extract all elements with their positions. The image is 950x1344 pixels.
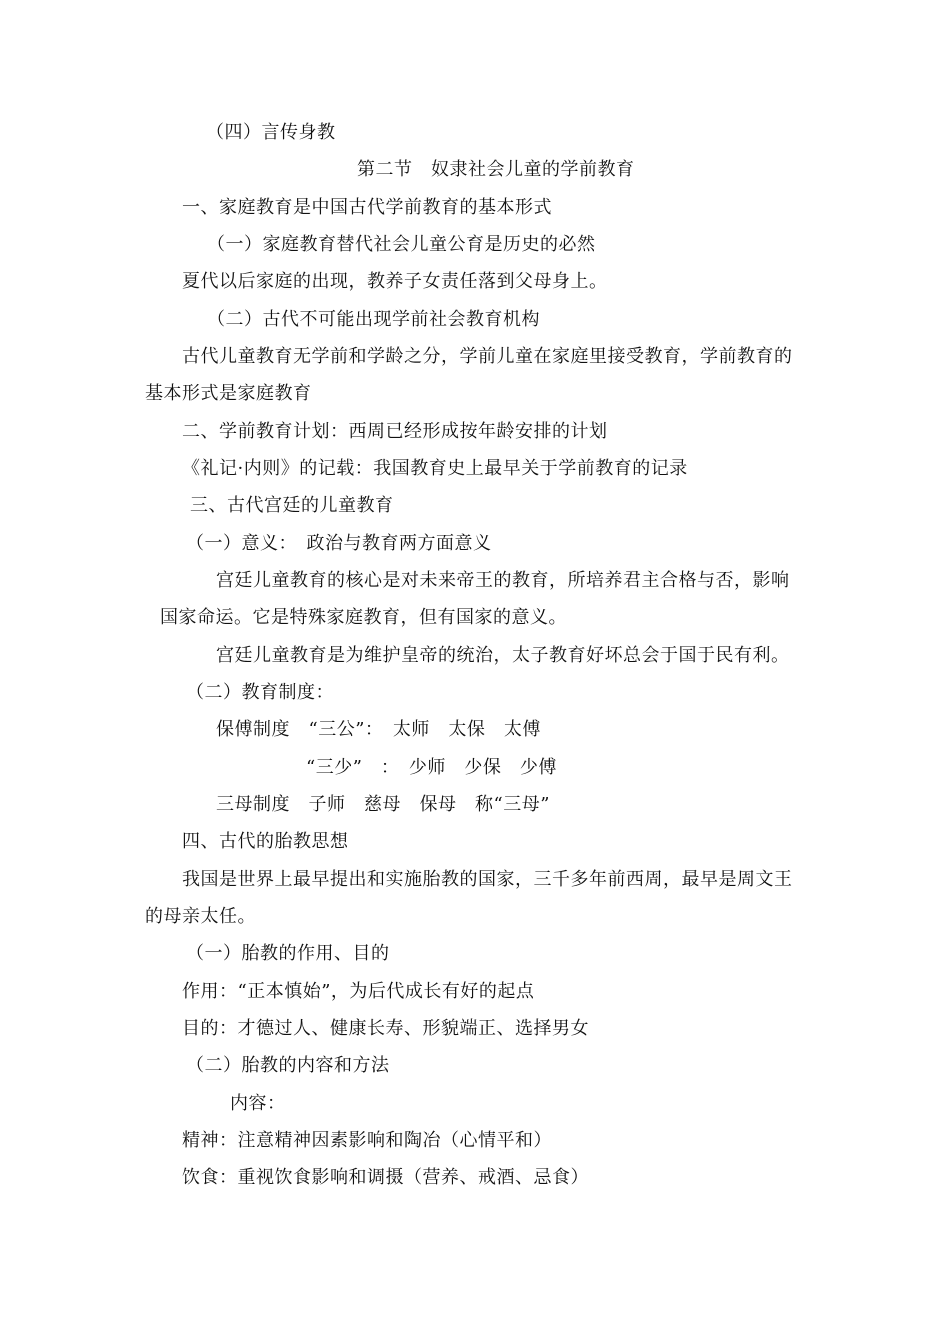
- paragraph-prenatal-1: 我国是世界上最早提出和实施胎教的国家，三千多年前西周，最早是周文王: [182, 869, 793, 890]
- paragraph-spirit: 精神：注意精神因素影响和陶冶（心情平和）: [182, 1130, 552, 1151]
- paragraph-palace-core-2: 国家命运。它是特殊家庭教育，但有国家的意义。: [160, 607, 567, 628]
- paragraph-ancient-education-1: 古代儿童教育无学前和学龄之分，学前儿童在家庭里接受教育，学前教育的: [182, 346, 793, 367]
- paragraph-xia-dynasty: 夏代以后家庭的出现，教养子女责任落到父母身上。: [182, 271, 608, 292]
- paragraph-liji-record: 《礼记·内则》的记载：我国教育史上最早关于学前教育的记录: [182, 458, 688, 479]
- heading-2-preschool-plan: 二、学前教育计划：西周已经形成按年龄安排的计划: [182, 421, 608, 442]
- paragraph-ancient-education-2: 基本形式是家庭教育: [145, 383, 312, 404]
- paragraph-prenatal-2: 的母亲太任。: [145, 906, 256, 927]
- paragraph-diet: 饮食：重视饮食影响和调摄（营养、戒酒、忌食）: [182, 1167, 589, 1188]
- chapter-section-title: 第二节 奴隶社会儿童的学前教育: [357, 159, 635, 180]
- heading-3-palace-education: 三、古代宫廷的儿童教育: [190, 495, 394, 516]
- list-san-mu: 三母制度 子师 慈母 保母 称“三母”: [216, 794, 550, 815]
- paragraph-palace-purpose: 宫廷儿童教育是为维护皇帝的统治，太子教育好坏总会于国于民有利。: [216, 645, 790, 666]
- section-heading-4: （四）言传身教: [206, 122, 336, 143]
- list-san-shao: “三少” ： 少师 少保 少傅: [306, 757, 557, 778]
- label-content: 内容：: [230, 1093, 286, 1114]
- subheading-1-1: （一）家庭教育替代社会儿童公育是历史的必然: [207, 234, 596, 255]
- paragraph-purpose: 目的：才德过人、健康长寿、形貌端正、选择男女: [182, 1018, 589, 1039]
- paragraph-function: 作用：“正本慎始”，为后代成长有好的起点: [182, 981, 535, 1002]
- subheading-4-2-content: （二）胎教的内容和方法: [186, 1055, 390, 1076]
- subheading-1-2: （二）古代不可能出现学前社会教育机构: [207, 309, 540, 330]
- list-san-gong: 保傅制度 “三公”： 太师 太保 太傅: [216, 719, 541, 740]
- subheading-3-2-system: （二）教育制度：: [186, 682, 334, 703]
- heading-1-family-education: 一、家庭教育是中国古代学前教育的基本形式: [182, 197, 552, 218]
- paragraph-palace-core-1: 宫廷儿童教育的核心是对未来帝王的教育，所培养君主合格与否，影响: [216, 570, 790, 591]
- subheading-4-1-function: （一）胎教的作用、目的: [186, 943, 390, 964]
- subheading-3-1-meaning: （一）意义： 政治与教育两方面意义: [186, 533, 492, 554]
- heading-4-prenatal-education: 四、古代的胎教思想: [182, 831, 349, 852]
